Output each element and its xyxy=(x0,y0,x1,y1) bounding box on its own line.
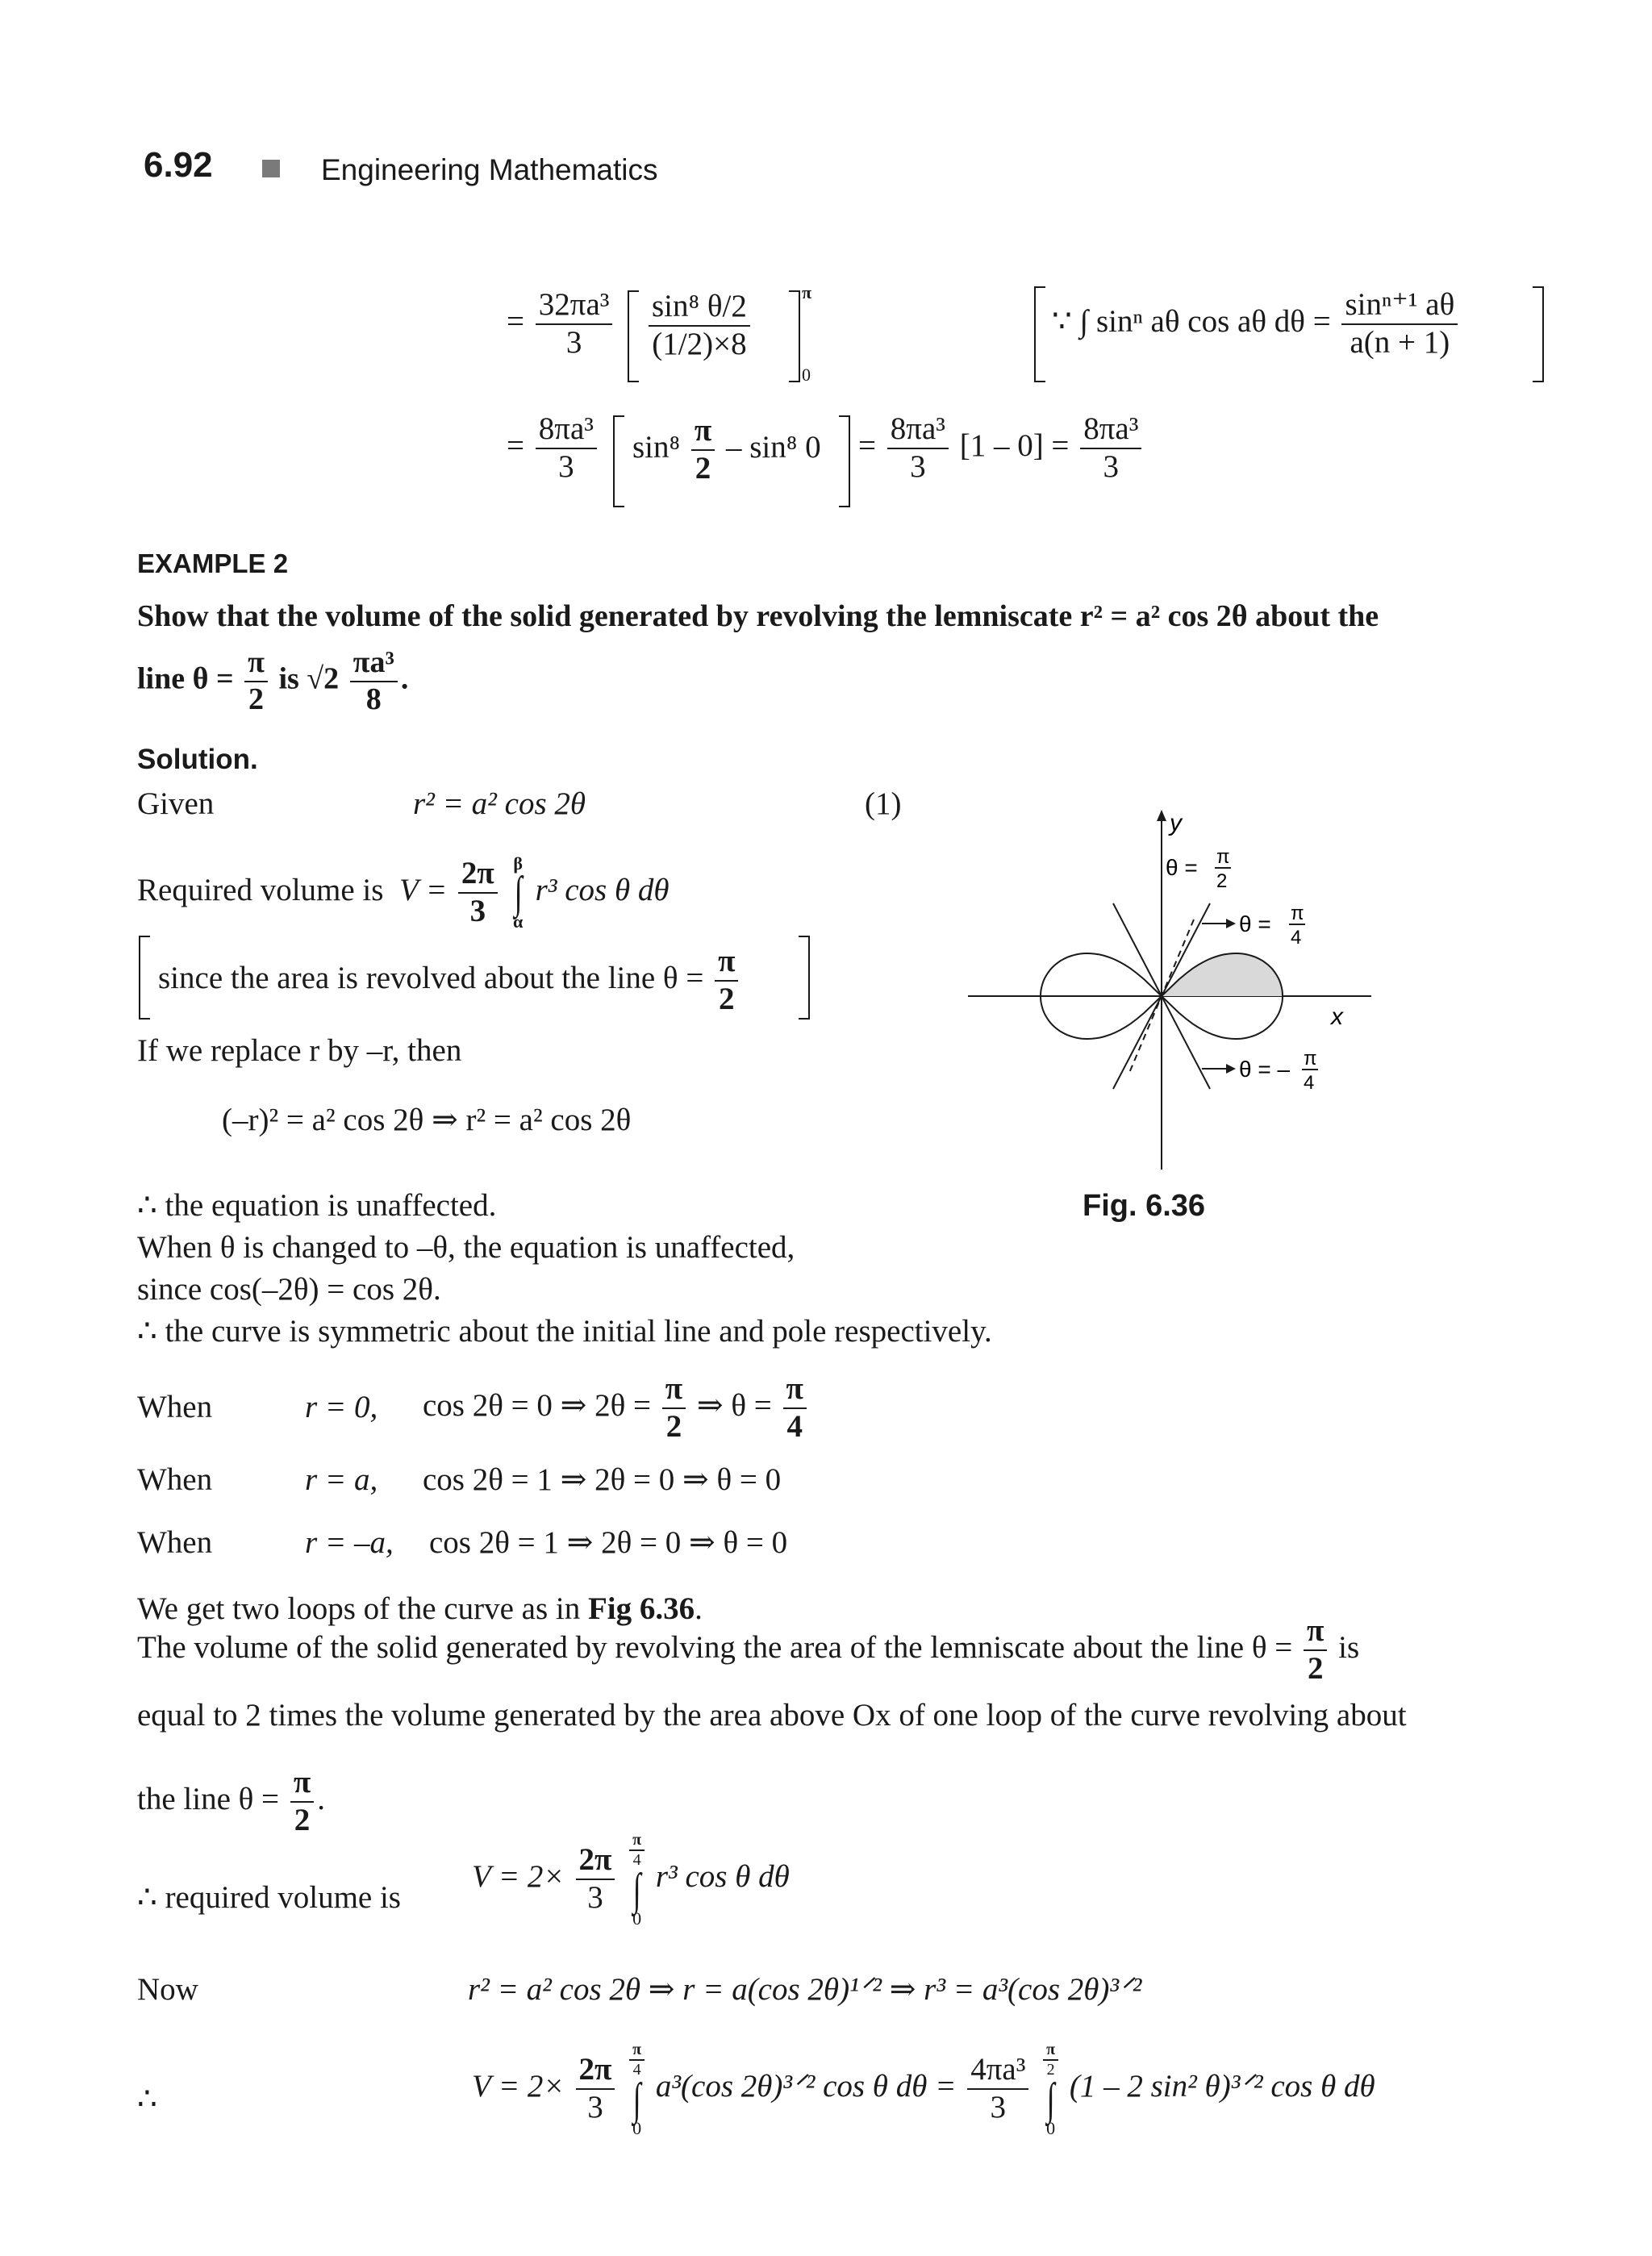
arrow-pi4-head-icon xyxy=(1226,919,1236,928)
figure-caption: Fig. 6.36 xyxy=(1083,1189,1206,1223)
reduction-formula-note: ∵ ∫ sinⁿ aθ cos aθ dθ = $\frac{\text{sinⁿ⁺¹ aθ}}{a(n + 1)}$ xyxy=(1052,287,1461,361)
note-right-bracket xyxy=(1533,286,1544,382)
note-left-bracket xyxy=(1034,286,1045,382)
equation-number: (1) xyxy=(865,786,902,821)
since-left-bracket xyxy=(139,936,150,1020)
upper-limit: π xyxy=(802,282,812,302)
when-label-2: When xyxy=(137,1462,213,1497)
lemniscate-figure xyxy=(952,799,1404,1186)
volume-paragraph-line2: equal to 2 times the volume generated by the area above Ox of one loop of the curve revolving about xyxy=(137,1698,1407,1733)
since-right-bracket xyxy=(799,936,810,1020)
when1-r: r = 0, xyxy=(305,1390,378,1424)
required-volume-label: ∴ required volume is xyxy=(137,1880,401,1915)
label-theta-mpi4-den: 4 xyxy=(1304,1072,1315,1094)
therefore-symbol: ∴ xyxy=(137,2082,157,2116)
when2-eq: cos 2θ = 1 ⇒ 2θ = 0 ⇒ θ = 0 xyxy=(423,1462,782,1497)
left-bracket-2 xyxy=(613,415,624,507)
volume-paragraph-line3: the line θ = $\frac{\pi}{2}$ . xyxy=(137,1765,325,1837)
symmetric-line: ∴ the curve is symmetric about the initial line and pole respectively. xyxy=(137,1314,992,1349)
when-label-3: When xyxy=(137,1525,213,1560)
example-label: EXAMPLE 2 xyxy=(137,548,289,578)
replace-line: If we replace r by –r, then xyxy=(137,1033,462,1068)
label-x: x xyxy=(1331,1003,1343,1030)
y-axis-arrow-icon xyxy=(1157,810,1166,821)
required-volume-eq: V = 2× $\frac{2\pi}{3}$ $\frac{\pi}{4}$ ∫ 0 r³ cos θ dθ xyxy=(472,1831,790,1929)
label-theta-pi4-den: 4 xyxy=(1291,927,1302,949)
label-theta-pi4-eq: θ = xyxy=(1239,911,1271,936)
page-number: 6.92 xyxy=(144,145,213,185)
label-theta-pi2-eq: θ = xyxy=(1166,855,1198,880)
header-square-icon xyxy=(262,160,280,177)
when2-r: r = a, xyxy=(305,1462,378,1497)
bracket-fraction-1: $\frac{\text{sin⁸ θ/2}}{(1/2)\times 8}$ xyxy=(645,289,753,363)
label-theta-pi4-num: π xyxy=(1291,903,1304,924)
right-bracket-2 xyxy=(839,415,850,507)
now-equation: r² = a² cos 2θ ⇒ r = a(cos 2θ)¹ᐟ² ⇒ r³ = a³(cos 2θ)³ᐟ² xyxy=(468,1972,1142,2007)
since-line: since the area is revolved about the line θ = $\frac{\pi}{2}$ xyxy=(158,944,741,1018)
given-equation: r² = a² cos 2θ xyxy=(413,786,586,821)
when-label-1: When xyxy=(137,1390,213,1424)
top-equation-1: = $\frac{\text{32πa³}}{3}$ xyxy=(507,287,615,361)
now-label: Now xyxy=(137,1972,198,2007)
top-equation-2a: = $\frac{\text{8πa³}}{3}$ xyxy=(507,411,600,486)
theta-changed-line: When θ is changed to –θ, the equation is unaffected, xyxy=(137,1230,795,1265)
when3-r: r = –a, xyxy=(305,1525,394,1560)
final-equation: V = 2× $\frac{2\pi}{3}$ $\frac{\pi}{4}$ ∫ 0 a³(cos 2θ)³ᐟ² cos θ dθ = $\frac{\text{4πa³}}{3}$ $\frac{\pi}{2}$ ∫ 0 (1 – 2 sin² θ)³ᐟ² cos θ dθ xyxy=(472,2041,1375,2139)
top-equation-2c: = $\frac{\text{8πa³}}{3}$ [1 – 0] = $\frac{\text{8πa³}}{3}$ xyxy=(858,411,1145,486)
lower-limit: 0 xyxy=(802,365,811,385)
when3-eq: cos 2θ = 1 ⇒ 2θ = 0 ⇒ θ = 0 xyxy=(429,1525,788,1560)
volume-paragraph-line1: The volume of the solid generated by revolving the area of the lemniscate about the line θ = $\frac{\pi}{2}$ is xyxy=(137,1613,1360,1686)
arrow-mpi4-head-icon xyxy=(1226,1064,1236,1074)
top-equation-2b: sin⁸ $\frac{\pi}{2}$ – sin⁸ 0 xyxy=(632,413,821,486)
label-theta-mpi4-num: π xyxy=(1304,1048,1317,1070)
label-theta-pi2-num: π xyxy=(1216,846,1230,868)
replace-equation: (–r)² = a² cos 2θ ⇒ r² = a² cos 2θ xyxy=(222,1103,632,1137)
left-bracket xyxy=(628,290,639,382)
label-y: y xyxy=(1170,810,1182,836)
label-theta-mpi4-eq: θ = – xyxy=(1239,1057,1291,1082)
label-theta-pi2-den: 2 xyxy=(1216,870,1228,892)
given-label: Given xyxy=(137,786,215,821)
two-loops-line: We get two loops of the curve as in Fig 6.36. xyxy=(137,1591,703,1626)
unaffected-line: ∴ the equation is unaffected. xyxy=(137,1188,497,1223)
example-statement-line2: line θ = $\frac{\pi}{2}$ is √2 $\frac{\text{πa³}}{8}$ . xyxy=(137,645,409,716)
solution-label: Solution. xyxy=(137,744,258,775)
book-title: Engineering Mathematics xyxy=(321,153,658,186)
right-bracket xyxy=(789,290,800,382)
since-cos-line: since cos(–2θ) = cos 2θ. xyxy=(137,1272,441,1307)
required-volume-line: Required volume is V = $\frac{2\pi}{3}$ β ∫ α r³ cos θ dθ xyxy=(137,853,670,932)
example-statement-line1: Show that the volume of the solid generated by revolving the lemniscate r² = a² cos 2θ about the xyxy=(137,599,1379,633)
when1-eq: cos 2θ = 0 ⇒ 2θ = $\frac{\pi}{2}$ ⇒ θ = $\frac{\pi}{4}$ xyxy=(423,1371,810,1445)
